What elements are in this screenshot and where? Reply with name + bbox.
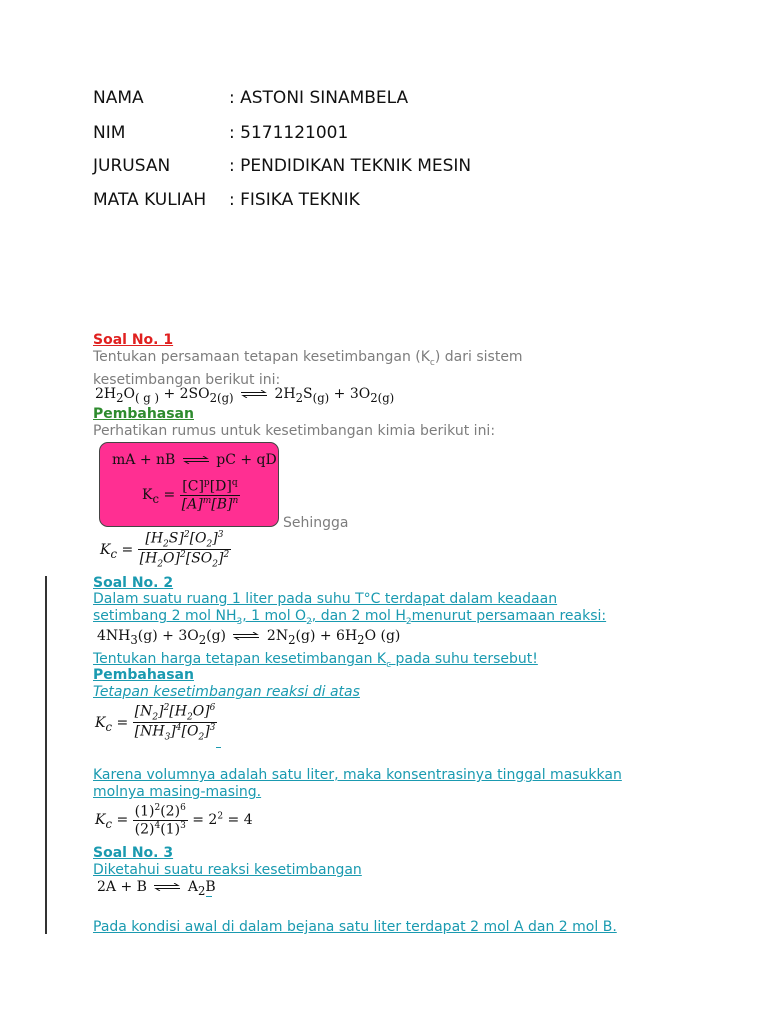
soal2-text: Dalam suatu ruang 1 liter pada suhu T°C terdapat dalam keadaan setimbang 2 mol $NH_3$, 1 mol $O_2$, dan 2 mol $H_2menurut$ persamaan reaksi:	[93, 591, 607, 627]
soal2-kc: $K_c$ = $\frac{[N_2]^2[H_2O]^6}{[NH_3]^4[O_2]^3}$	[95, 703, 216, 743]
soal2-pembahasan: Pembahasan	[93, 667, 194, 683]
soal3-title: Soal No. 3	[93, 845, 174, 861]
soal1-pembahasan: Pembahasan	[93, 406, 194, 422]
soal1-text: Tentukan persamaan tetapan kesetimbangan $(K_c)$ dari sistem kesetimbangan berikut ini:	[93, 349, 523, 388]
soal1-kc: $K_c$ = $\frac{[H_2S]^2[O_2]^3}{[H_2O]^2[SO_2]^2}$	[100, 530, 230, 570]
soal3-text: Diketahui suatu reaksi kesetimbangan	[93, 862, 362, 878]
soal2-title: Soal No. 2	[93, 575, 174, 591]
underline-mark	[216, 747, 221, 748]
soal2-reaction: $4NH_3(g) + 3O_2(g)$ $2N_2(g) + 6H_2O$ (g)	[97, 628, 401, 647]
nama-value: : ASTONI SINAMBELA	[229, 88, 409, 108]
soal3-reaction: 2A + B $A_2B$	[97, 879, 216, 898]
equilibrium-arrow-icon	[233, 632, 259, 640]
mata-kuliah-label: MATA KULIAH	[93, 190, 207, 210]
soal2-karena: Karena volumnya adalah satu liter, maka konsentrasinya tinggal masukkan molnya masing-masing.	[93, 767, 622, 800]
revision-bar	[45, 576, 47, 934]
soal3-kondisi: Pada kondisi awal di dalam bejana satu liter terdapat 2 mol A dan 2 mol B.	[93, 919, 617, 935]
soal2-tetapan: Tetapan kesetimbangan reaksi di atas	[93, 684, 360, 700]
soal2-calc: $K_c$ = $\frac{(1)^2(2)^6}{(2)^4(1)^3}$ = $2^2 = 4$	[95, 803, 253, 838]
soal2-question: Tentukan harga tetapan kesetimbangan $K_c$ pada suhu tersebut!	[93, 651, 538, 670]
soal1-perhatikan: Perhatikan rumus untuk kesetimbangan kimia berikut ini:	[93, 423, 496, 439]
equilibrium-arrow-icon	[183, 456, 209, 464]
underline-mark	[206, 896, 212, 897]
nim-label: NIM	[93, 123, 126, 143]
soal1-reaction: $2H_2O_{( g )} + 2SO_{2(g)}$ $2H_2S_{(g)} + 3O_{2(g)}$	[95, 386, 395, 405]
equilibrium-arrow-icon	[154, 883, 180, 891]
box-kc-formula: $K_c$ = $\frac{[C]^p[D]^q}{[A]^m[B]^n}$	[142, 478, 239, 513]
nim-value: : 5171121001	[229, 123, 349, 143]
jurusan-value: : PENDIDIKAN TEKNIK MESIN	[229, 156, 472, 176]
equilibrium-arrow-icon	[241, 390, 267, 398]
nama-label: NAMA	[93, 88, 144, 108]
jurusan-label: JURUSAN	[93, 156, 171, 176]
box-reaction: mA + nB pC + qD	[112, 452, 277, 468]
sehingga-text: Sehingga	[283, 515, 349, 531]
soal1-title: Soal No. 1	[93, 332, 174, 348]
mata-kuliah-value: : FISIKA TEKNIK	[229, 190, 360, 210]
